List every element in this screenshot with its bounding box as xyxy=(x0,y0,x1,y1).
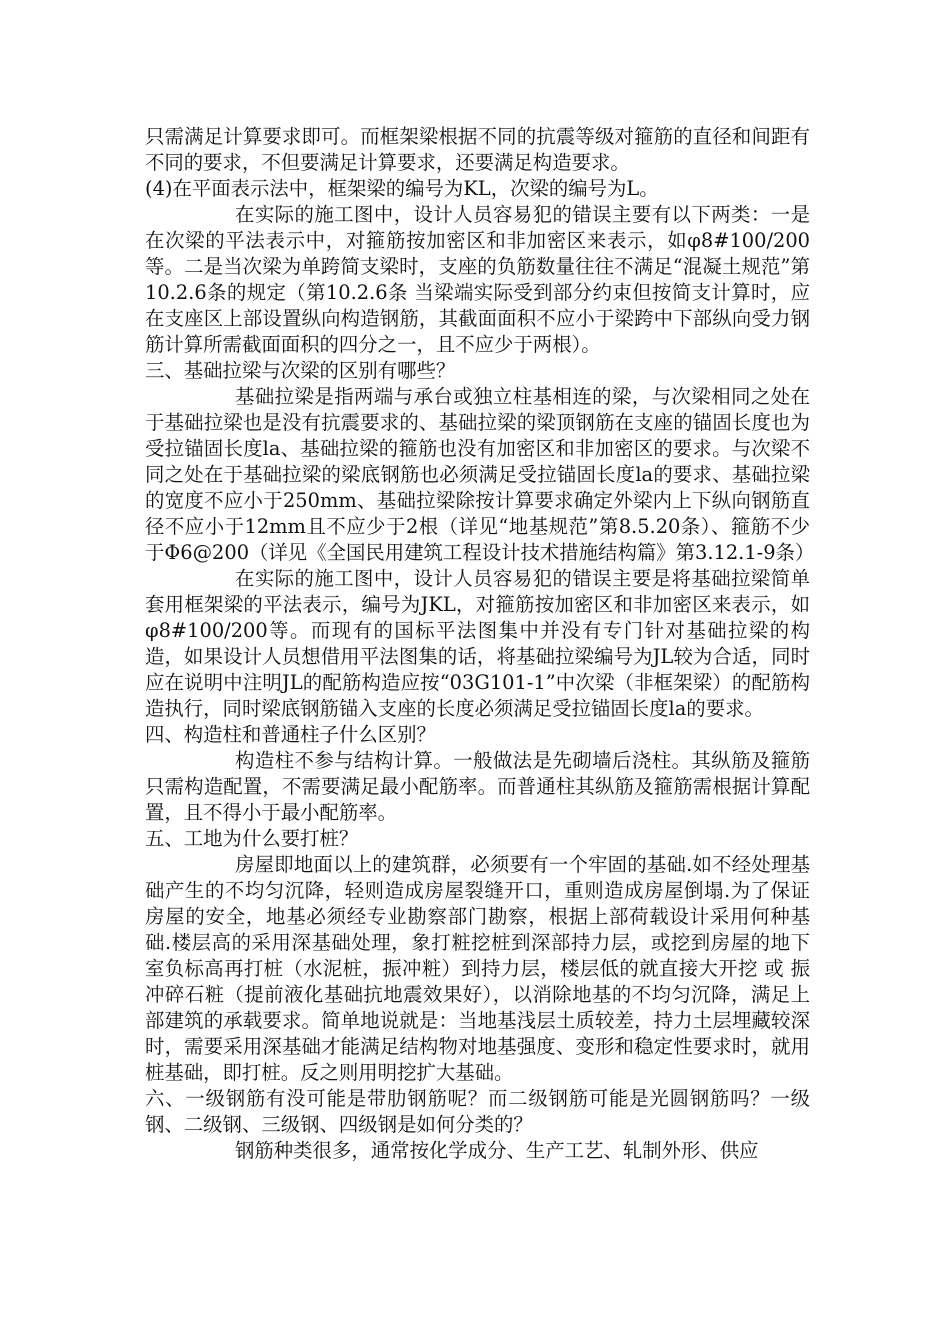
paragraph-foundation-tie-beam: 基础拉梁是指两端与承台或独立柱基相连的梁，与次梁相同之处在于基础拉梁也是没有抗震要求的、基础拉梁的梁顶钢筋在支座的锚固长度也为受拉锚固长度la、基础拉梁的箍筋也没有加密区和非加密区的要求。与次梁不同之处在于基础拉梁的梁底钢筋也必须满足受拉锚固长度la的要求、基础拉梁的宽度不应小于250mm、基础拉梁除按计算要求确定外梁内上下纵向钢筋直径不应小于12mm且不应少于2根（详见“地基规范”第8.5.20条）、箍筋不少于Φ6@200（详见《全国民用建筑工程设计技术措施结构篇》第3.12.1-9条） xyxy=(145,385,815,564)
paragraph-stirrup-requirements: 只需满足计算要求即可。而框架梁根据不同的抗震等级对箍筋的直径和间距有不同的要求，不但要满足计算要求，还要满足构造要求。 xyxy=(145,125,810,174)
section-heading-5: 五、工地为什么要打桩？ xyxy=(145,827,359,850)
document-page xyxy=(145,124,815,1164)
paragraph-rebar-types: 钢筋种类很多，通常按化学成分、生产工艺、轧制外形、供应 xyxy=(235,1139,759,1162)
section-heading-6: 六、一级钢筋有没可能是带肋钢筋呢？而二级钢筋可能是光圆钢筋吗？一级钢、二级钢、三级钢、四级钢是如何分类的？ xyxy=(145,1087,810,1136)
paragraph-constructional-column: 构造柱不参与结构计算。一般做法是先砌墙后浇柱。其纵筋及箍筋只需构造配置，不需要满足最小配筋率。而普通柱其纵筋及箍筋需根据计算配置，且不得小于最小配筋率。 xyxy=(145,749,810,824)
section-heading-4: 四、构造柱和普通柱子什么区别？ xyxy=(145,723,436,746)
section-heading-3: 三、基础拉梁与次梁的区别有哪些？ xyxy=(145,359,456,382)
paragraph-piling: 房屋即地面以上的建筑群，必须要有一个牢固的基础.如不经处理基础产生的不均匀沉降，轻则造成房屋裂缝开口，重则造成房屋倒塌.为了保证房屋的安全，地基必须经专业勘察部门勘察，根据上部荷载设计采用何种基础.楼层高的采用深基础处理，象打粧挖桩到深部持力层，或挖到房屋的地下室负标高再打桩（水泥桩，振冲粧）到持力层，楼层低的就直接大开挖 或 振冲碎石粧（提前液化基础抗地震效果好），以消除地基的不均匀沉降，满足上部建筑的承载要求。简单地说就是：当地基浅层土质较差，持力土层埋藏较深时，需要采用深基础才能满足结构物对地基强度、变形和稳定性要求时，就用桩基础，即打桩。反之则用明挖扩大基础。 xyxy=(145,853,810,1084)
paragraph-beam-numbering: (4)在平面表示法中，框架梁的编号为KL，次梁的编号为L。 xyxy=(145,177,659,200)
paragraph-tie-beam-errors: 在实际的施工图中，设计人员容易犯的错误主要是将基础拉梁简单套用框架梁的平法表示，编号为JKL，对箍筋按加密区和非加密区来表示，如φ8#100/200等。而现有的国标平法图集中并没有专门针对基础拉梁的构造，如果设计人员想借用平法图集的话，将基础拉梁编号为JL较为合适，同时应在说明中注明JL的配筋构造应按“03G101-1”中次梁（非框架梁）的配筋构造执行，同时梁底钢筋锚入支座的长度必须满足受拉锚固长度la的要求。 xyxy=(145,567,810,720)
paragraph-secondary-beam-errors: 在实际的施工图中，设计人员容易犯的错误主要有以下两类：一是在次梁的平法表示中，对箍筋按加密区和非加密区来表示，如φ8#100/200等。二是当次梁为单跨简支梁时，支座的负筋数量往往不满足“混凝土规范”第10.2.6条的规定（第10.2.6条 当梁端实际受到部分约束但按简支计算时，应在支座区上部设置纵向构造钢筋，其截面面积不应小于梁跨中下部纵向受力钢筋计算所需截面面积的四分之一，且不应少于两根）。 xyxy=(145,203,810,356)
